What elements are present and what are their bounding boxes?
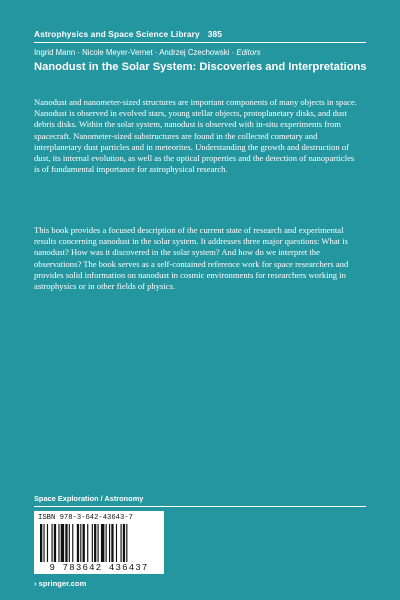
subject-divider [34,506,366,507]
book-title: Nanodust in the Solar System: Discoveries and Interpretations [34,61,367,73]
editors-line [34,48,261,57]
barcode [34,511,164,574]
publisher-link[interactable]: › springer.com [34,579,87,588]
barcode-digits: 9 783642 436437 [49,563,149,573]
editor-names: Ingrid Mann · Nicole Meyer-Vernet · Andrzej Czechowski [34,48,230,57]
isbn-text: ISBN 978-3-642-43643-7 [38,514,133,522]
top-divider [34,42,366,43]
description-paragraph-2: This book provides a focused description of the current state of research and experimental results concerning nanodust in the solar system. It addresses three major questions: What is nanodust? How was it discovered in the solar system? And how do we interpret the observations? The book serves as a self-contained reference work for space researchers and provides solid information on nanodust in cosmic environments for researchers working in astrophysics or in other fields of physics. [34,225,349,292]
series-name: Astrophysics and Space Science Library [34,29,200,39]
series-number: 385 [207,29,223,39]
barcode-bars-icon [40,524,158,562]
description-paragraph-1: Nanodust and nanometer-sized structures are important components of many objects in space. Nanodust is observed in evolved stars, young stellar objects, protoplanetary disks, and dust debris disks. Within the solar system, nanodust is observed with in-situ experiments from spacecraft. Nanometer-sized substructures are found in the collected cometary and interplanetary dust particles and in meteorites. Understanding the growth and destruction of dust, its internal evolution, as well as the optical properties and the detection of nanoparticles is of fundamental importance for astrophysical research. [34,97,357,175]
editors-label: · Editors [231,48,261,57]
series-line [34,29,222,39]
subject-category: Space Exploration / Astronomy [34,494,144,503]
